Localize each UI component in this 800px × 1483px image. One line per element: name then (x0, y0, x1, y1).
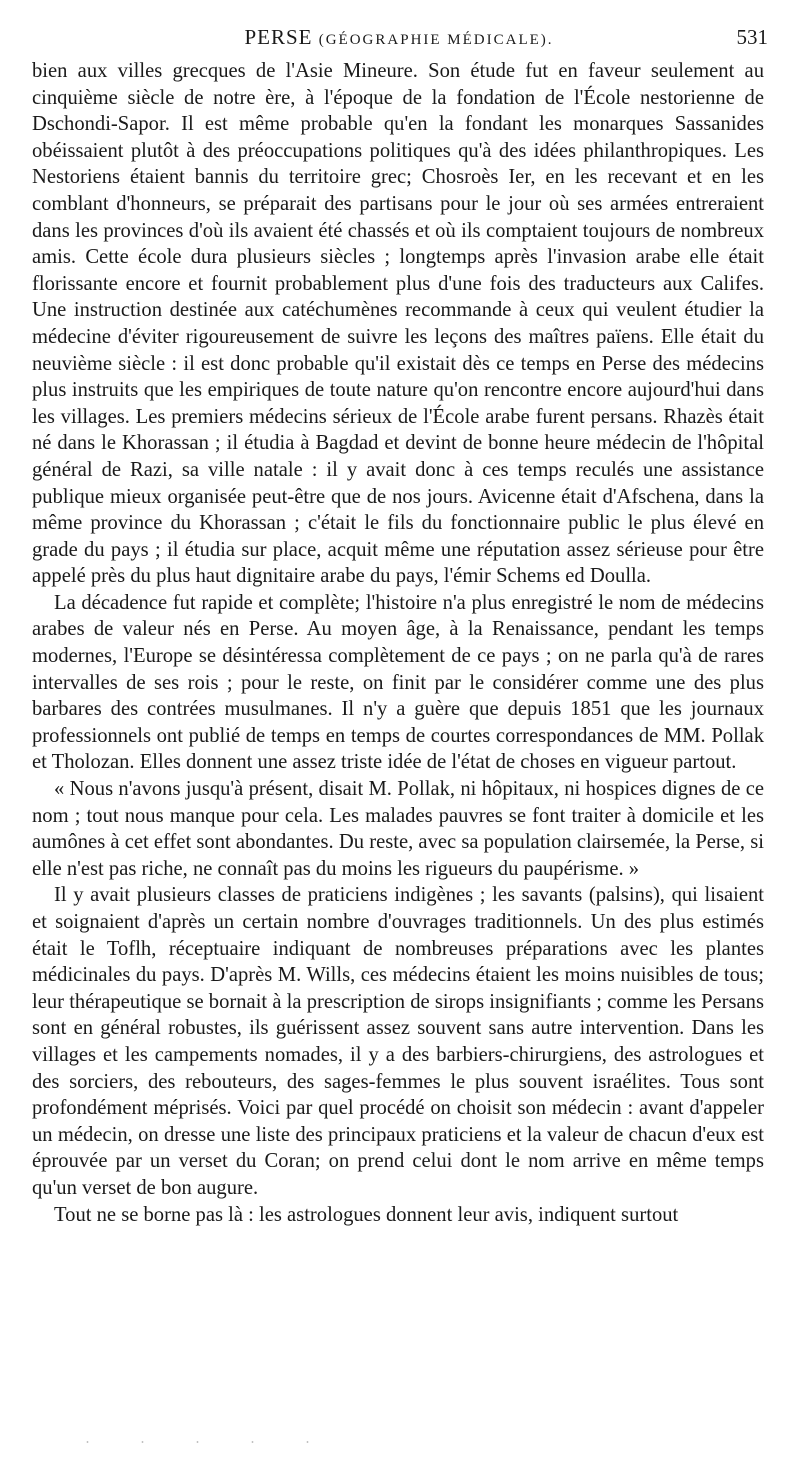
body-text (32, 58, 764, 1228)
paragraph: Tout ne se borne pas là : les astrologues donnent leur avis, indiquent surtout (54, 1203, 679, 1226)
paragraph: La décadence fut rapide et complète; l'histoire n'a plus enregistré le nom de médecins arabes de valeur nés en Perse. Au moyen âge, à la Renaissance, pendant les temps modernes, l'Europe se désintéressa complètement de ce pays ; on ne parla qu'à de rares intervalles de ses rois ; pour le reste, on finit par le considérer comme une des plus barbares des contrées musulmanes. Il n'y a guère que depuis 1851 que les journaux professionnels ont publié de temps en temps de courtes correspondances de MM. Pollak et Tholozan. Elles donnent une assez triste idée de l'état de choses en vigueur partout. (32, 591, 764, 774)
quoted-paragraph: « Nous n'avons jusqu'à présent, disait M. Pollak, ni hôpitaux, ni hospices dignes de ce nom ; tout nous manque pour cela. Les malades pauvres se font traiter à domicile et les aumônes à cet effet sont abondantes. Du reste, avec sa population clairsemée, la Perse, si elle n'est pas riche, ne connaît pas du moins les rigueurs du paupérisme. » (32, 778, 764, 880)
running-title (30, 20, 768, 57)
running-title-sub: (GÉOGRAPHIE MÉDICALE). (318, 32, 554, 48)
paragraph: bien aux villes grecques de l'Asie Mineure. Son étude fut en faveur seulement au cinquième siècle de notre ère, à l'époque de la fondation de l'École nestorienne de Dschondi-Sapor. Il est même probable qu'en la fondant les monarques Sassanides obéissaient plutôt à des préoccupations politiques qu'à des idées philanthropiques. Les Nestoriens étaient bannis du territoire grec; Chosroès Ier, en les recevant et en les comblant d'honneurs, se préparait des partisans pour le jour où ses armées entreraient dans les provinces d'où ils avaient été chassés et où ils comptaient toujours de nombreux amis. Cette école dura plusieurs siècles ; longtemps après l'invasion arabe elle était florissante encore et fournit probablement plus d'une fois des traducteurs aux Califes. Une instruction destinée aux catéchumènes recommande à ceux qui veulent étudier la médecine d'éviter rigoureusement de suivre les leçons des maîtres païens. Elle était du neuvième siècle : il est donc probable qu'il existait dès ce temps en Perse des médecins plus instruits que les empiriques de toute nature qu'on rencontre encore aujourd'hui dans les villages. Les premiers médecins sérieux de l'École arabe furent persans. Rhazès était né dans le Khorassan ; il étudia à Bagdad et devint de bonne heure médecin de l'hôpital général de Razi, sa ville natale : il y avait donc à ces temps reculés une assistance publique mieux organisée peut-être que de nos jours. Avicenne était d'Afschena, dans la même province du Khorassan ; c'était le fils du fonctionnaire public le plus élevé en grade du pays ; il étudia sur place, acquit même une réputation assez sérieuse pour être appelé près du plus haut dignitaire arabe du pays, l'émir Schems ed Doulla. (32, 60, 764, 588)
paragraph: Il y avait plusieurs classes de praticiens indigènes ; les savants (palsins), qui lisaient et soignaient d'après un certain nombre d'ouvrages traditionnels. Un des plus estimés était le Toflh, réceptuaire indiquant de nombreuses préparations avec les plantes médicinales du pays. D'après M. Wills, ces médecins étaient les moins nuisibles de tous; leur thérapeutique se bornait à la prescription de sirops insignifiants ; comme les Persans sont en général robustes, ils guérissent assez souvent sans autre intervention. Dans les villages et les campements nomades, il y a des barbiers-chirurgiens, des astrologues et des sorciers, des rebouteurs, des sages-femmes le plus souvent israélites. Tous sont profondément méprisés. Voici par quel procédé on choisit son médecin : avant d'appeler un médecin, on dresse une liste des principaux praticiens et la valeur de chacun d'eux est éprouvée par un verset du Coran; on prend celui dont le nom arrive en même temps qu'un verset de bon augure. (32, 884, 764, 1199)
page-number: 531 (736, 25, 768, 49)
running-title-main: PERSE (244, 25, 313, 49)
footer-scan-marks (60, 1440, 360, 1444)
running-header (30, 20, 768, 54)
